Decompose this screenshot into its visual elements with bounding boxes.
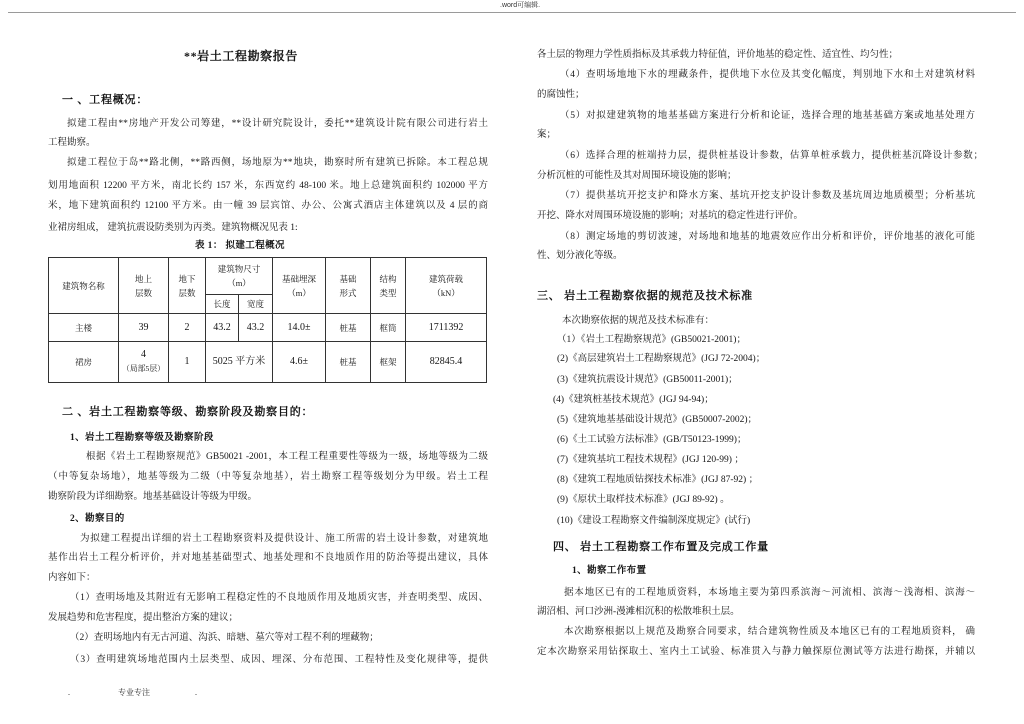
paragraph-line: 划用地面积 12200 平方米，南北长约 157 米，东西宽约 48-100 米。地上总建筑面积约 102000 平方 <box>48 181 488 191</box>
table-header-text: 建筑物尺寸 <box>217 264 261 274</box>
standard-list-item: (4)《建筑桩基技术规范》(JGJ 94-94)； <box>553 395 714 405</box>
table-header-foundation-form <box>326 258 371 314</box>
table-header-text: 建筑荷载 <box>429 273 464 284</box>
table-cell-structure: 框架 <box>371 342 406 383</box>
table-cell-load: 82845.4 <box>406 342 487 383</box>
standard-list-item: (5)《建筑地基基础设计规范》(GB50007-2002)； <box>557 415 758 425</box>
table-header-text: 层数 <box>134 287 152 298</box>
footer-dot: . <box>68 688 70 697</box>
section-3-heading: 三、 岩土工程勘察依据的规范及技术标准 <box>537 290 753 302</box>
standard-list-item: (10)《建设工程勘察文件编制深度规定》(试行) <box>557 516 751 526</box>
table-cell-floors-above: 39 <box>119 314 169 342</box>
paragraph-line: 本次勘察依据的规范及技术标准有： <box>562 316 715 326</box>
list-item-line: （8）测定场地的剪切波速，对场地和地基的地震效应作出分析和评价，评价地基的液化可能 <box>560 232 975 242</box>
table-header-floors-below <box>169 258 206 314</box>
subsection-heading: 1、岩土工程勘察等级及勘察阶段 <box>70 433 214 443</box>
standard-list-item: (3)《建筑抗震设计规范》(GB50011-2001)； <box>557 375 738 385</box>
standard-list-item: (8)《建筑工程地质钻探技术标准》(JGJ 87-92) ； <box>557 475 759 485</box>
list-item-line: （2）查明场地内有无古河道、沟浜、暗塘、墓穴等对工程不利的埋藏物； <box>70 633 379 643</box>
paragraph-line: 湖沼相、河口沙洲-漫滩相沉积的松散堆积土层。 <box>537 607 740 617</box>
table-cell-area: 5025 平方米 <box>206 342 273 383</box>
table-cell-depth: 14.0± <box>273 314 326 342</box>
table-cell-foundation: 桩基 <box>326 342 371 383</box>
list-item-line: （6）选择合理的桩端持力层，提供桩基设计参数，估算单桩承载力，提供桩基沉降设计参数； <box>560 151 983 161</box>
list-item-line: 案； <box>537 130 557 140</box>
paragraph-line: 根据《岩土工程勘察规范》GB50021 -2001，本工程工程重要性等级为一级，场地等级为二级 <box>86 452 488 462</box>
section-2-heading: 二 、岩土工程勘察等级、勘察阶段及勘察目的： <box>62 406 314 418</box>
table-cell-depth: 4.6± <box>273 342 326 383</box>
paragraph-line: 定本次勘察采用钻探取土、室内土工试验、标准贯入与静力触探原位测试等方法进行勘探，并辅以 <box>537 647 975 657</box>
table-header-text: 类型 <box>379 287 397 298</box>
table-header-text: 层数 <box>178 287 196 298</box>
table-header-length: 长度 <box>206 295 239 314</box>
paragraph-line: 内容如下： <box>48 573 96 583</box>
table-cell-load: 1711392 <box>406 314 487 342</box>
standard-list-item: （1）《岩土工程勘察规范》(GB50021-2001)； <box>557 335 746 345</box>
table-row <box>49 342 487 383</box>
table-cell-structure: 框筒 <box>371 314 406 342</box>
standard-list-item: (7)《建筑基坑工程技术规程》(JGJ 120-99) ； <box>557 455 744 465</box>
list-item-line: 各土层的物理力学性质指标及其承载力特征值，评价地基的稳定性、适宜性、均匀性； <box>537 50 899 60</box>
table-header-structure-type <box>371 258 406 314</box>
list-item-line: （5）对拟建建筑物的地基基础方案进行分析和论证，选择合理的地基基础方案或地基处理方 <box>560 111 975 121</box>
table-row <box>49 314 487 342</box>
section-1-heading: 一 、工程概况： <box>62 94 149 106</box>
table-cell-floors-below: 1 <box>169 342 206 383</box>
table-cell-floors-below: 2 <box>169 314 206 342</box>
paragraph-line: 米，地下建筑面积约 12100 平方米。由一幢 39 层宾馆、办公、公寓式酒店主体建筑以及 4 层的商 <box>48 201 488 211</box>
paragraph-line: 业裙房组成， 建筑抗震设防类别为丙类。建筑物概况见表 1: <box>48 223 298 233</box>
paragraph-line: （中等复杂场地），地基等级为二级（中等复杂地基），岩土勘察工程等级划分为甲级。岩土工程 <box>48 472 488 482</box>
table-header-text: 形式 <box>339 287 357 298</box>
list-item-line: （1）查明场地及其附近有无影响工程稳定性的不良地质作用及地质灾害，并查明类型、成因、 <box>70 593 488 603</box>
table-header-building-size <box>206 258 273 295</box>
paragraph-line: 拟建工程由**房地产开发公司筹建，**设计研究院设计，委托**建筑设计院有限公司进行岩土 <box>67 119 488 129</box>
table-header-text: 结构 <box>379 273 397 284</box>
header-label: .word可编辑. <box>500 2 541 9</box>
table-cell-width: 43.2 <box>239 314 273 342</box>
table-header-text: 建筑物名称 <box>62 280 105 291</box>
table-header-text: （kN） <box>432 287 460 298</box>
table-caption: 表 1： 拟建工程概况 <box>195 241 285 251</box>
standard-list-item: (2)《高层建筑岩土工程勘察规范》(JGJ 72-2004)； <box>557 354 766 364</box>
footer-dot: . <box>195 688 197 697</box>
paragraph-line: 工程勘察。 <box>48 138 96 148</box>
table-header-building-load <box>406 258 487 314</box>
subsection-heading: 2、勘察目的 <box>70 514 125 524</box>
list-item-line: 开挖、降水对周围环境设施的影响；对基坑的稳定性进行评价。 <box>537 211 804 221</box>
paragraph-line: 勘察阶段为详细勘察。地基基础设计等级为甲级。 <box>48 492 258 502</box>
standard-list-item: (9)《原状土取样技术标准》(JGJ 89-92) 。 <box>557 495 730 505</box>
table-cell-text: （局部5层） <box>122 364 165 373</box>
report-title: **岩土工程勘察报告 <box>183 49 298 63</box>
table-cell-text: 4 <box>141 349 146 360</box>
header-rule <box>8 12 1016 13</box>
table-header-text: （m） <box>287 287 311 298</box>
table-header-floors-above <box>119 258 169 314</box>
paragraph-line: 本次勘察根据以上规范及勘察合同要求，结合建筑物性质及本地区已有的工程地质资料， 确 <box>564 627 975 637</box>
table-header-building-name <box>49 258 119 314</box>
table-header-text: 地下 <box>178 273 196 284</box>
list-item-line: （4）查明场地地下水的埋藏条件，提供地下水位及其变化幅度，判别地下水和土对建筑材料 <box>560 70 975 80</box>
paragraph-line: 基作出岩土工程分析评价，并对地基基础型式、地基处理和不良地质作用的防治等提出建议，具体 <box>48 553 488 563</box>
table-header-text: （m） <box>227 278 251 288</box>
section-4-heading: 四、 岩土工程勘察工作布置及完成工作量 <box>553 541 769 553</box>
table-cell-floors-above <box>119 342 169 383</box>
paragraph-line: 拟建工程位于岛**路北侧，**路西侧，场地原为**地块，勘察时所有建筑已拆除。本工程总规 <box>67 158 488 168</box>
table-header-foundation-depth <box>273 258 326 314</box>
table-cell-foundation: 桩基 <box>326 314 371 342</box>
table-header-text: 基础 <box>339 273 357 284</box>
table-header-row <box>49 258 487 295</box>
list-item-line: 分析沉桩的可能性及其对周围环境设施的影响； <box>537 171 737 181</box>
paragraph-line: 据本地区已有的工程地质资料，本场地主要为第四系滨海～河流相、滨海～浅海相、滨海～ <box>564 588 975 598</box>
subsection-heading: 1、勘察工作布置 <box>572 566 647 576</box>
table-header-text: 地上 <box>134 273 152 284</box>
footer-text: 专业专注 <box>118 688 150 697</box>
list-item-line: （3）查明建筑场地范围内土层类型、成因、埋深、分布范围、工程特性及变化规律等，提供 <box>70 655 488 665</box>
table-header-text: 基础埋深 <box>282 273 317 284</box>
paragraph-line: 为拟建工程提出详细的岩土工程勘察资料及提供设计、施工所需的岩土设计参数，对建筑地 <box>80 534 488 544</box>
list-item-line: （7）提供基坑开挖支护和降水方案、基坑开挖支护设计参数及基坑周边地质模型；分析基坑 <box>560 191 975 201</box>
standard-list-item: (6)《土工试验方法标准》(GB/T50123-1999)； <box>557 435 747 445</box>
table-cell-length: 43.2 <box>206 314 239 342</box>
list-item-line: 的腐蚀性； <box>537 90 585 100</box>
table-cell-name: 主楼 <box>49 314 119 342</box>
list-item-line: 性、划分液化等级。 <box>537 251 623 261</box>
table-header-width: 宽度 <box>239 295 273 314</box>
table-cell-name: 裙房 <box>49 342 119 383</box>
building-overview-table <box>48 257 487 383</box>
list-item-line: 发展趋势和危害程度，提出整治方案的建议； <box>48 613 239 623</box>
